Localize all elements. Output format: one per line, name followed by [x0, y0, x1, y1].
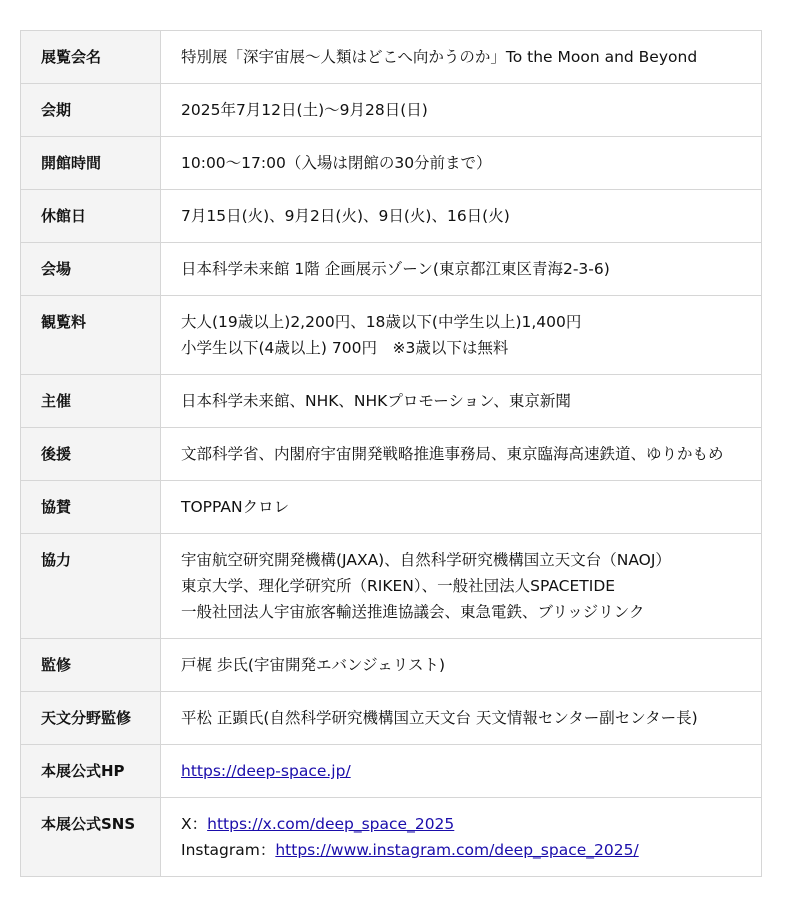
- value-line: [181, 441, 755, 467]
- row-label: 協賛: [21, 481, 161, 534]
- row-value: [161, 296, 762, 375]
- table-row: [21, 296, 762, 375]
- row-label: 会場: [21, 243, 161, 296]
- table-row: [21, 190, 762, 243]
- value-line: [181, 335, 755, 361]
- url-link[interactable]: https://x.com/deep_space_2025: [207, 815, 455, 833]
- value-line: [181, 705, 755, 731]
- value-text: 日本科学未来館 1階 企画展示ゾーン(東京都江東区青海2-3-6): [181, 260, 610, 278]
- value-text: 戸梶 歩氏(宇宙開発エバンジェリスト): [181, 656, 446, 674]
- exhibition-info-table: [20, 30, 762, 877]
- value-line: [181, 494, 755, 520]
- exhibition-info: [20, 30, 762, 877]
- value-line: [181, 44, 755, 70]
- row-value: [161, 745, 762, 798]
- table-row: [21, 692, 762, 745]
- url-link[interactable]: https://deep-space.jp/: [181, 762, 351, 780]
- value-text: Instagram：: [181, 841, 276, 859]
- table-row: [21, 31, 762, 84]
- row-value: [161, 190, 762, 243]
- row-value: [161, 243, 762, 296]
- row-value: [161, 534, 762, 639]
- value-text: 2025年7月12日(土)〜9月28日(日): [181, 101, 428, 119]
- row-label: 主催: [21, 375, 161, 428]
- row-label: 本展公式SNS: [21, 798, 161, 877]
- url-link[interactable]: https://www.instagram.com/deep_space_2025/: [275, 841, 639, 859]
- row-label: 開館時間: [21, 137, 161, 190]
- table-row: [21, 243, 762, 296]
- value-line: [181, 388, 755, 414]
- row-value: [161, 84, 762, 137]
- row-label: 後援: [21, 428, 161, 481]
- value-text: 小学生以下(4歳以上) 700円 ※3歳以下は無料: [181, 339, 509, 357]
- row-value: [161, 481, 762, 534]
- row-value: [161, 375, 762, 428]
- row-label: 展覧会名: [21, 31, 161, 84]
- value-text: 一般社団法人宇宙旅客輸送推進協議会、東急電鉄、ブリッジリンク: [181, 603, 645, 621]
- value-line: [181, 547, 755, 573]
- table-row: [21, 481, 762, 534]
- table-row: [21, 84, 762, 137]
- value-text: TOPPANクロレ: [181, 498, 290, 516]
- row-label: 休館日: [21, 190, 161, 243]
- value-line: [181, 97, 755, 123]
- value-line: [181, 573, 755, 599]
- row-value: [161, 692, 762, 745]
- table-row: [21, 534, 762, 639]
- row-label: 会期: [21, 84, 161, 137]
- value-line: [181, 256, 755, 282]
- row-value: [161, 639, 762, 692]
- table-row: [21, 639, 762, 692]
- value-line: [181, 599, 755, 625]
- value-text: 東京大学、理化学研究所（RIKEN）、一般社団法人SPACETIDE: [181, 577, 616, 595]
- row-value: [161, 798, 762, 877]
- value-text: 日本科学未来館、NHK、NHKプロモーション、東京新聞: [181, 392, 571, 410]
- table-row: [21, 137, 762, 190]
- value-text: 7月15日(火)、9月2日(火)、9日(火)、16日(火): [181, 207, 510, 225]
- table-row: [21, 428, 762, 481]
- value-line: [181, 203, 755, 229]
- row-label: 監修: [21, 639, 161, 692]
- value-text: 平松 正顕氏(自然科学研究機構国立天文台 天文情報センター副センター長): [181, 709, 698, 727]
- row-label: 本展公式HP: [21, 745, 161, 798]
- value-text: 大人(19歳以上)2,200円、18歳以下(中学生以上)1,400円: [181, 313, 582, 331]
- value-text: 文部科学省、内閣府宇宙開発戦略推進事務局、東京臨海高速鉄道、ゆりかもめ: [181, 445, 724, 463]
- value-text: 宇宙航空研究開発機構(JAXA)、自然科学研究機構国立天文台（NAOJ）: [181, 551, 671, 569]
- row-label: 天文分野監修: [21, 692, 161, 745]
- table-row: [21, 798, 762, 877]
- value-line: [181, 811, 755, 837]
- value-line: [181, 150, 755, 176]
- value-line: [181, 758, 755, 784]
- row-label: 協力: [21, 534, 161, 639]
- row-value: [161, 137, 762, 190]
- value-line: [181, 652, 755, 678]
- value-text: 特別展「深宇宙展〜人類はどこへ向かうのか」To the Moon and Beyond: [181, 48, 698, 66]
- table-row: [21, 375, 762, 428]
- row-value: [161, 428, 762, 481]
- value-text: 10:00〜17:00（入場は閉館の30分前まで）: [181, 154, 492, 172]
- table-row: [21, 745, 762, 798]
- row-label: 観覧料: [21, 296, 161, 375]
- value-line: [181, 309, 755, 335]
- row-value: [161, 31, 762, 84]
- value-line: [181, 837, 755, 863]
- value-text: X：: [181, 815, 208, 833]
